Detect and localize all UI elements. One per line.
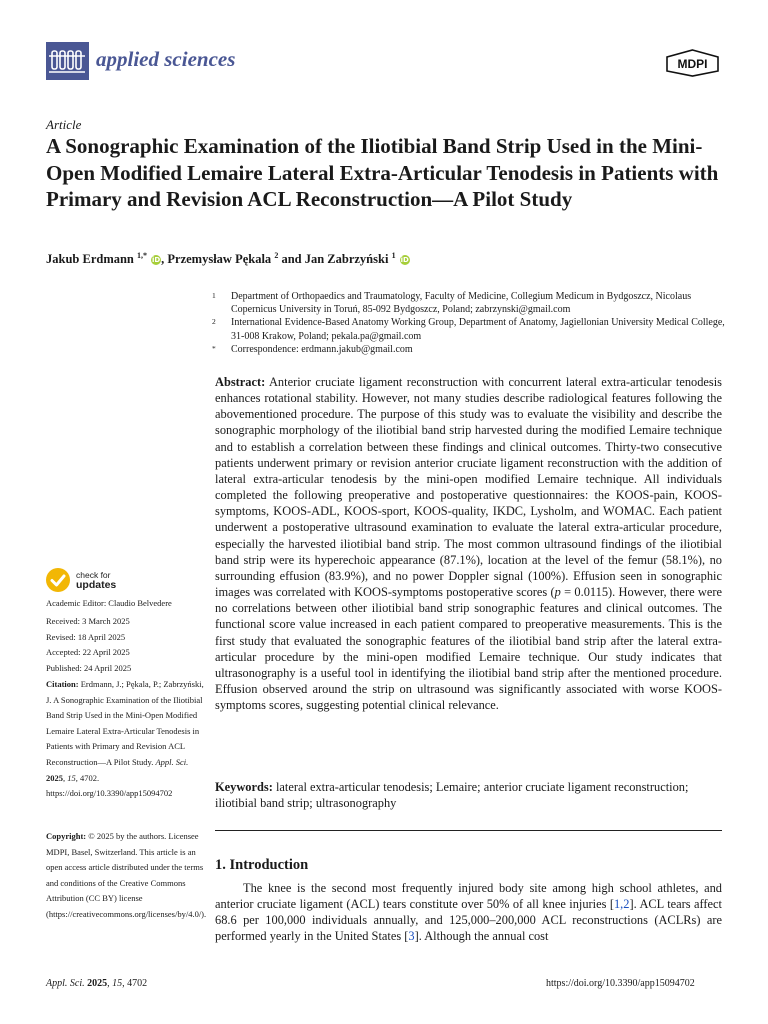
journal-logo — [46, 42, 89, 80]
journal-name[interactable]: applied sciences — [96, 47, 236, 71]
author-name[interactable]: Jakub Erdmann — [46, 252, 134, 267]
affiliations — [212, 290, 732, 356]
citation-link[interactable]: 3 — [408, 929, 415, 944]
affiliation-item: 2 International Evidence-Based Anatomy Working Group, Department of Anatomy, Jagiellonian University Medical College, 31-008 Krakow, Poland; pekala.pa@gmail.com — [212, 317, 725, 342]
keywords-label: Keywords: — [215, 780, 273, 794]
footer-doi-link[interactable]: https://doi.org/10.3390/app15094702 — [546, 978, 695, 989]
section-divider — [215, 830, 722, 831]
author-name[interactable]: Jan Zabrzyński — [304, 252, 389, 267]
intro-paragraph: The knee is the second most frequently injured body site among high school athletes, and anterior cruciate ligament (ACL) tears constitute over 50% of all knee injuries [1,2]. ACL tears affect 68.6 per 100,000 individuals annually, and 125,000–200,000 ACL reconstructions (ACLRs) are performed yearly in the United States [3]. Although the annual cost — [215, 881, 722, 944]
author-name[interactable]: Przemysław Pękala — [167, 252, 272, 267]
copyright-block: Copyright: © 2025 by the authors. Licensee MDPI, Basel, Switzerland. This article is an open access article distributed under the terms and conditions of the Creative Commons Attribution (CC BY) license (https://creativecommons.org/licenses/by/4.0/). — [46, 831, 207, 919]
correspondence: * Correspondence: erdmann.jakub@gmail.com — [212, 343, 413, 355]
mdpi-logo-text: MDPI — [677, 57, 708, 71]
flask-logo-icon — [46, 42, 89, 80]
orcid-icon[interactable]: iD — [152, 256, 161, 265]
abstract-label: Abstract: — [215, 375, 266, 389]
dates-block — [46, 614, 206, 676]
accepted-date: Accepted: 22 April 2025 — [46, 647, 130, 658]
affiliation-item: 1 Department of Orthopaedics and Traumatology, Faculty of Medicine, Collegium Medicum in Bydgoszcz, Nicolaus Copernicus University in Toruń, 85-092 Bydgoszcz, Poland; zabrzynski@gmail.com — [212, 291, 692, 316]
orcid-icon[interactable]: iD — [400, 256, 409, 265]
keywords — [215, 779, 722, 811]
article-type: Article — [46, 117, 82, 132]
mdpi-logo-icon[interactable] — [665, 49, 720, 77]
published-date: Published: 24 April 2025 — [46, 662, 132, 673]
author-sup: 2 — [274, 251, 279, 260]
footer-citation: Appl. Sci. 2025, 15, 4702 — [46, 978, 148, 989]
author-sup: 1,* — [137, 251, 148, 260]
revised-date: Revised: 18 April 2025 — [46, 631, 126, 642]
citation-link[interactable]: 1,2 — [613, 897, 630, 912]
keywords-text: lateral extra-articular tenodesis; Lemaire; anterior cruciate ligament reconstruction; iliotibial band strip; ultrasonography — [215, 780, 689, 811]
article-title: A Sonographic Examination of the Iliotibial Band Strip Used in the Mini-Open Modified Lemaire Lateral Extra-Articular Tenodesis in Patients with Primary and Revision ACL Reconstruction—A Pilot Study — [46, 134, 719, 211]
check-updates-icon — [46, 568, 70, 592]
academic-editor: Academic Editor: Claudio Belvedere — [46, 598, 172, 608]
check-for-updates-button[interactable]: check for updates — [46, 568, 166, 594]
citation-block: Citation: Erdmann, J.; Pękala, P.; Zabrzyński, J. A Sonographic Examination of the Iliotibial Band Strip Used in the Mini-Open Modified Lemaire Lateral Extra-Articular Tenodesis in Patients with Primary and Revision ACL Reconstruction—A Pilot Study. Appl. Sci. 2025, 15, 4702. https://doi.org/10.3390/app15094702 — [46, 679, 204, 799]
author-list: Jakub Erdmann $^{1,*}$ iD, Przemysław Pękala $^2$ and Jan Zabrzyński $^1$ iD — [46, 251, 409, 267]
abstract-text: Anterior cruciate ligament reconstruction with concurrent lateral extra-articular tenodesis enhances rotational stability. However, not many studies describe radiological features following the abovementioned procedure. The purpose of this study was to evaluate the visibility and describe the sonographic morphology of the iliotibial band strip harvested during the modified Lemaire technique and to establish a correlation between these findings and clinical outcomes. Thirty-two consecutive patients underwent primary or revision anterior cruciate ligament reconstruction with the addition of lateral extra-articular tenodesis by the mini-open modified Lemaire technique. All individuals completed the following preoperative and postoperative questionnaires: the KOOS-pain, KOOS-symptoms, KOOS-ADL, KOOS-sport, KOOS-quality, IKDC, Lysholm, and WOMAC. Each patient underwent a postoperative ultrasound examination to evaluate the lateral extra-articular procedure, especially the harvested iliotibial band strip. The most common ultrasound findings of the iliotibial band strip were its hyperechoic appearance (87.1%), location at the level of the femur (58.1%), no surrounding effusion (83.9%), and no power Doppler signal (100%). Effusion seen in sonographic images was correlated with KOOS-symptoms postoperative scores ( — [215, 375, 722, 600]
section-heading: 1. Introduction — [215, 857, 309, 873]
received-date: Received: 3 March 2025 — [46, 616, 130, 626]
abstract: Abstract: Anterior cruciate ligament reconstruction with concurrent lateral extra-articular tenodesis enhances rotational stability. However, not many studies describe radiological features following the abovementioned procedure. The purpose of this study was to evaluate the visibility and describe the sonographic morphology of the iliotibial band strip harvested during the modified Lemaire technique and to establish a correlation between these findings and clinical outcomes. Thirty-two consecutive patients underwent primary or revision anterior cruciate ligament reconstruction with the addition of lateral extra-articular tenodesis by the mini-open modified Lemaire technique. All individuals completed the following preoperative and postoperative questionnaires: the KOOS-pain, KOOS-symptoms, KOOS-ADL, KOOS-sport, KOOS-quality, IKDC, Lysholm, and WOMAC. Each patient underwent a postoperative ultrasound examination to evaluate the lateral extra-articular procedure, especially the harvested iliotibial band strip. The most common ultrasound findings of the iliotibial band strip were its hyperechoic appearance (87.1%), location at the level of the femur (58.1%), no surrounding effusion (83.9%), and no power Doppler signal (100%). Effusion seen in sonographic images was correlated with KOOS-symptoms postoperative scores (p = 0.0115). However, there were no correlations between other iliotibial band strip sonographic features and clinical outcomes. The functional score value increased in each patient compared to preoperative measurements. This is the first study that evaluated the sonographic features of the iliotibial band strip after the lateral extra-articular procedure by the mini-open modified Lemaire technique. Our study indicates that ultrasonography is a useful tool in identifying the iliotibial band strip after the mentioned procedure. Effusion observed around the strip on ultrasound was significantly associated with worse KOOS-symptoms scores, suggesting potential clinical relevance. — [215, 375, 722, 713]
author-sup: 1 — [391, 251, 396, 260]
